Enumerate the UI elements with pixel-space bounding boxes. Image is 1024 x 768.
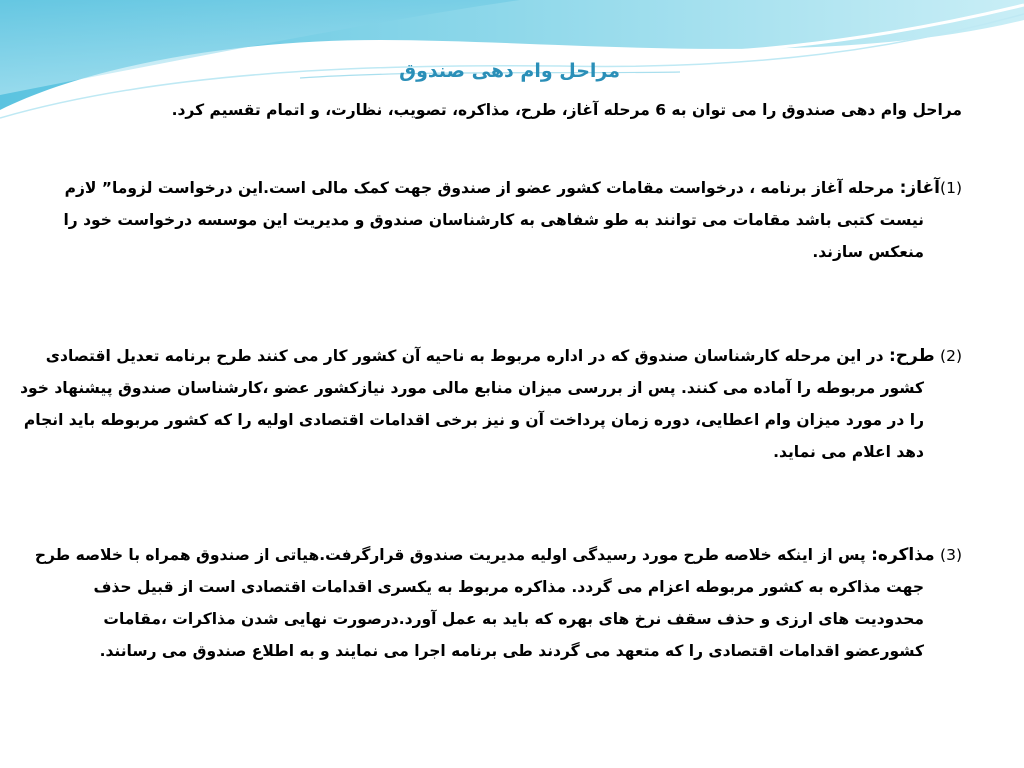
stage-text-line: دهد اعلام می نماید. xyxy=(773,443,924,461)
stage-design xyxy=(20,340,962,468)
stage-number: (2) xyxy=(940,347,962,365)
stage-text-line: پس از اینکه خلاصه طرح مورد رسیدگی اولیه مدیریت صندوق قرارگرفت.هیاتی از صندوق همراه با خلاصه طرح xyxy=(34,546,866,564)
stage-name: طرح: xyxy=(888,346,935,366)
intro-text: مراحل وام دهی صندوق را می توان به 6 مرحله آغاز، طرح، مذاکره، تصویب، نظارت، و اتمام تقسیم کرد. xyxy=(171,101,962,119)
stage-initiation xyxy=(60,172,962,268)
stage-number: (1) xyxy=(940,179,962,197)
stage-text-line: نیست کتبی باشد مقامات می توانند به طو شفاهی به کارشناسان صندوق و مدیریت این موسسه درخواست خود را xyxy=(63,211,924,229)
stage-first-line xyxy=(60,172,962,204)
stage-text-line: منعکس سازند. xyxy=(812,243,924,261)
stage-negotiation xyxy=(34,539,962,667)
stage-text-line: محدودیت های ارزی و حذف سقف نرخ های بهره که باید به عمل آورد.درصورت نهایی شدن مذاکرات ،مقامات xyxy=(103,610,924,628)
stage-first-line xyxy=(34,539,962,571)
stage-text-line: جهت مذاکره به کشور مربوطه اعزام می گردد. مذاکره مربوط به یکسری اقدامات اقتصادی است از قبیل حذف xyxy=(93,578,924,596)
stage-text-line: را در مورد میزان وام اعطایی، دوره زمان پرداخت آن و نیز برخی اقدامات اقتصادی اولیه را که کشور مربوطه باید انجام xyxy=(23,411,924,429)
stage-first-line xyxy=(45,340,962,372)
stage-name: آغاز: xyxy=(899,178,940,198)
stage-text-line: مرحله آغاز برنامه ، درخواست مقامات کشور عضو از صندوق جهت کمک مالی است.این درخواست لزوما” لازم xyxy=(64,179,895,197)
stage-number: (3) xyxy=(940,546,962,564)
stage-name: مذاکره: xyxy=(871,545,935,565)
stage-text-line: کشور مربوطه را آماده می کنند. پس از بررسی میزان منابع مالی مورد نیازکشور عضو ،کارشناسان صندوق پیشنهاد خود xyxy=(20,379,924,397)
slide-title: مراحل وام دهی صندوق xyxy=(399,60,620,82)
stage-text-line: در این مرحله کارشناسان صندوق که در اداره مربوط به ناحیه آن کشور کار می کنند طرح برنامه تعدیل اقتصادی xyxy=(45,347,884,365)
stage-text-line: کشورعضو اقدامات اقتصادی را که متعهد می گردند طی برنامه اجرا می نمایند و به اطلاع صندوق می رسانند. xyxy=(99,642,924,660)
